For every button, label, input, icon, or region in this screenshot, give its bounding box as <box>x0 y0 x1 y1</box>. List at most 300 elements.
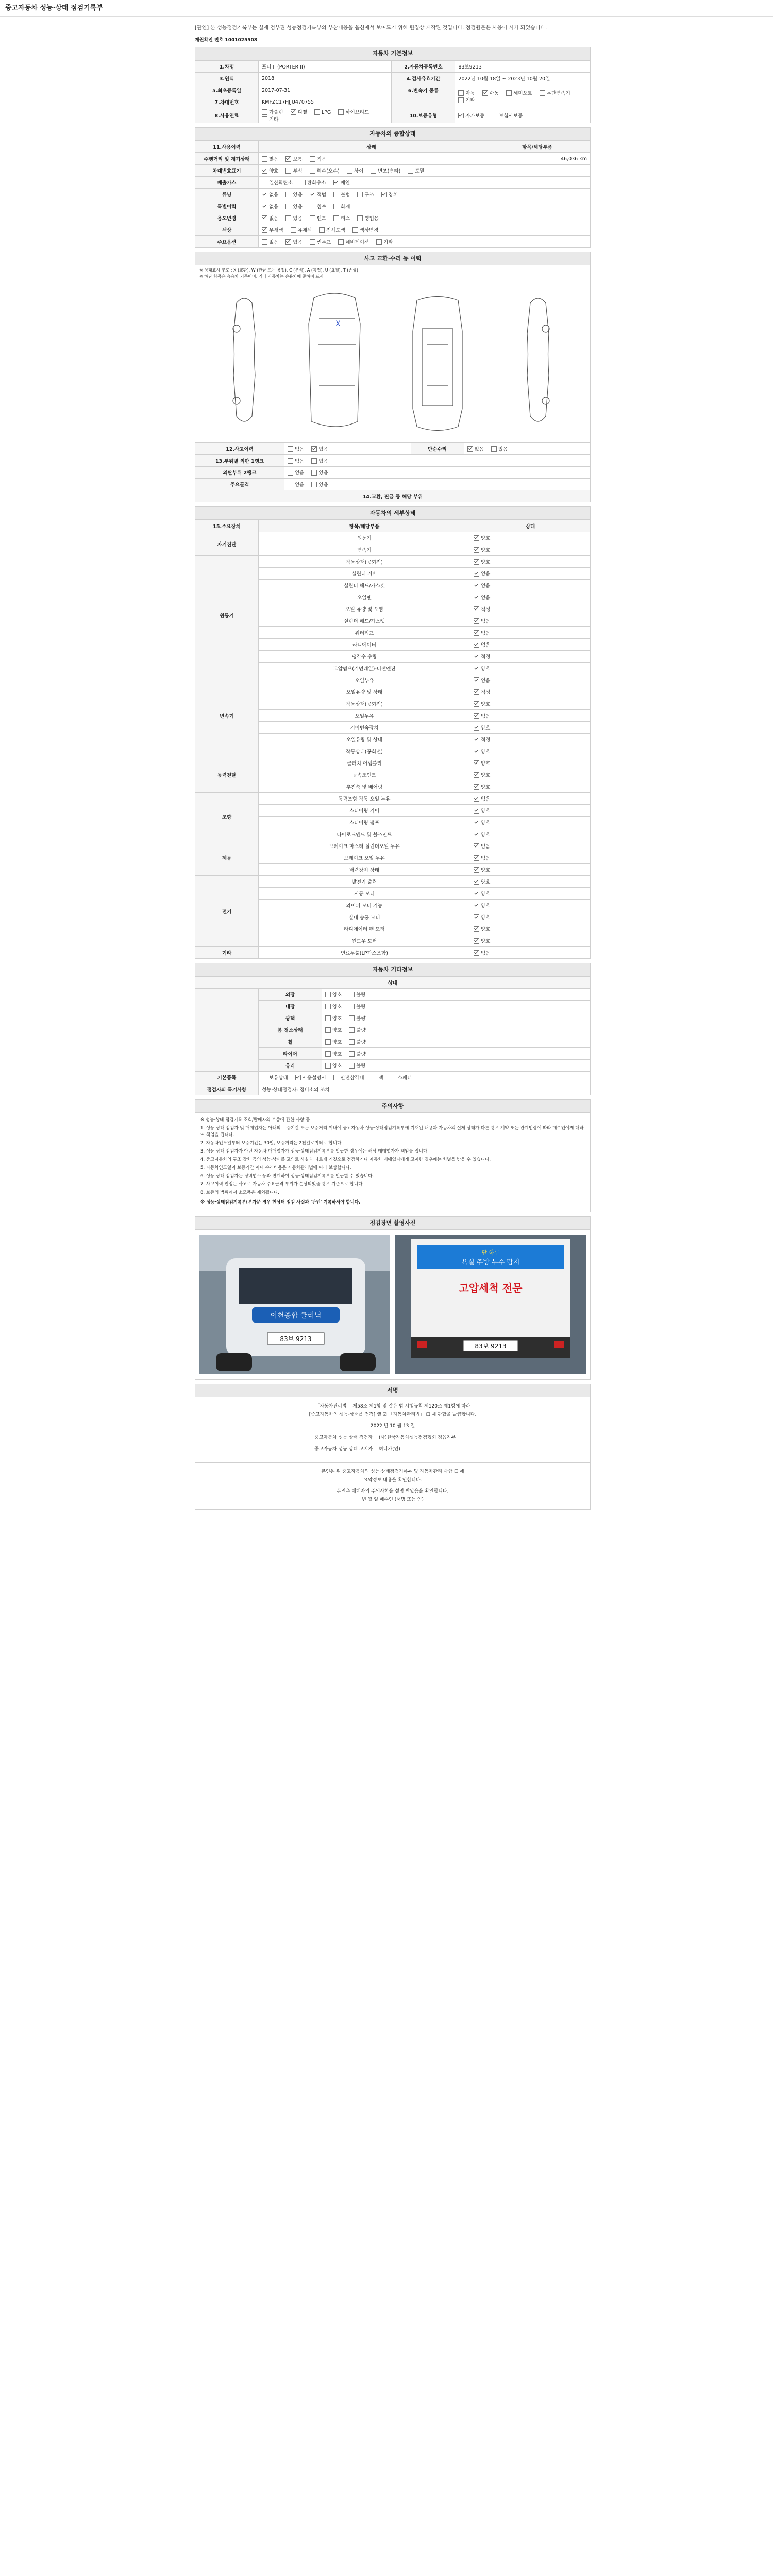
checkbox-icon <box>310 215 315 221</box>
general-option[interactable]: 네비게이션 <box>338 240 369 245</box>
checkbox-icon <box>319 227 325 233</box>
checkbox-icon <box>262 156 267 162</box>
other-option[interactable]: 양호 <box>325 1004 342 1010</box>
accident-legend <box>195 265 591 282</box>
checkbox-icon <box>325 1051 331 1057</box>
other-option[interactable]: 불량 <box>349 1063 365 1069</box>
basic-label: 5.최초등록일 <box>195 84 259 96</box>
details-state <box>470 568 591 580</box>
checkbox-icon <box>291 227 296 233</box>
checkbox-icon <box>262 215 267 221</box>
checkbox-icon <box>285 192 291 197</box>
other-row <box>195 1083 591 1095</box>
general-option[interactable]: 없음 <box>262 204 278 210</box>
checkbox-icon <box>467 446 473 452</box>
general-option[interactable]: 유채색 <box>291 228 312 233</box>
accident-option[interactable]: 없음 <box>288 459 304 464</box>
details-header: 자동차의 세부상태 <box>195 506 591 520</box>
details-option[interactable]: 양호 <box>474 666 490 672</box>
accident-option[interactable]: 없음 <box>288 447 304 452</box>
fuel-option[interactable]: LPG <box>314 110 331 115</box>
checkbox-icon <box>288 482 293 487</box>
accident-option[interactable]: 있음 <box>491 447 508 452</box>
details-table <box>195 520 591 959</box>
checkbox-icon <box>349 1004 355 1009</box>
details-item: 실린더 헤드/가스켓 <box>259 615 470 627</box>
details-state <box>470 828 591 840</box>
checkbox-icon <box>285 239 291 245</box>
checkbox-icon <box>338 239 344 245</box>
checkbox-icon <box>349 1039 355 1045</box>
details-option[interactable]: 없음 <box>474 619 490 624</box>
details-option[interactable]: 없음 <box>474 951 490 956</box>
details-item: 오일팬 <box>259 591 470 603</box>
details-item: 실린더 커버 <box>259 568 470 580</box>
photos-header: 점검장면 촬영사진 <box>195 1216 591 1230</box>
other-option[interactable]: 양호 <box>325 1028 342 1033</box>
general-label: 배출가스 <box>195 177 259 189</box>
other-option[interactable]: 양호 <box>325 1040 342 1045</box>
checkbox-icon <box>506 90 512 96</box>
warranty-option[interactable]: 자가보증 <box>458 113 484 119</box>
general-option[interactable]: 전체도색 <box>319 228 345 233</box>
general-option[interactable]: 침수 <box>310 204 326 210</box>
details-group: 변속기 <box>195 674 259 757</box>
details-option[interactable]: 양호 <box>474 879 490 885</box>
checkbox-icon <box>285 215 291 221</box>
checkbox-icon <box>349 1051 355 1057</box>
details-state <box>470 888 591 900</box>
details-state <box>470 923 591 935</box>
accident-option[interactable]: 있음 <box>311 447 328 452</box>
details-option[interactable]: 양호 <box>474 761 490 767</box>
checkbox-icon <box>288 458 293 464</box>
checkbox-icon <box>349 992 355 997</box>
checkbox-icon <box>325 992 331 997</box>
other-option[interactable]: 양호 <box>325 1052 342 1057</box>
details-item: 오일누유 <box>259 710 470 722</box>
checkbox-icon <box>391 1075 396 1080</box>
general-option[interactable]: 썬루프 <box>310 240 331 245</box>
general-option[interactable]: 장치 <box>381 192 398 198</box>
details-item: 워터펌프 <box>259 627 470 639</box>
other-option[interactable]: 불량 <box>349 1052 365 1057</box>
general-option[interactable]: 양호 <box>262 168 278 174</box>
details-state <box>470 947 591 959</box>
details-row <box>195 947 591 959</box>
note-line: 6. 성능·상태 점검자는 정비업소 등과 연계하여 성능·상태점검기록부를 발급할 수 있습니다. <box>200 1174 374 1179</box>
other-option[interactable]: 불량 <box>349 1028 365 1033</box>
details-option[interactable]: 양호 <box>474 891 490 897</box>
basic-label: 6.변속기 종류 <box>392 84 455 96</box>
basic-item-option[interactable]: 보유상태 <box>262 1075 288 1081</box>
other-label: 타이어 <box>259 1048 322 1060</box>
details-state <box>470 769 591 781</box>
checkbox-icon <box>474 666 479 671</box>
general-option[interactable]: 있음 <box>285 240 302 245</box>
checkbox-icon <box>310 239 315 245</box>
checkbox-icon <box>352 227 358 233</box>
general-option[interactable]: 있음 <box>285 192 302 198</box>
accident-option[interactable]: 없음 <box>467 447 484 452</box>
details-option[interactable]: 적정 <box>474 690 490 696</box>
accident-label: 단순수리 <box>411 443 464 455</box>
details-item: 작동상태(공회전) <box>259 698 470 710</box>
details-item: 오일유량 및 상태 <box>259 734 470 745</box>
inspection-photos <box>195 1230 590 1379</box>
general-option[interactable]: 변조(변타) <box>371 168 400 174</box>
other-option[interactable]: 양호 <box>325 1063 342 1069</box>
checkbox-icon <box>333 215 339 221</box>
details-state <box>470 627 591 639</box>
general-option[interactable]: 없음 <box>262 192 278 198</box>
general-option[interactable]: 화재 <box>333 204 350 210</box>
checkbox-icon <box>262 109 267 115</box>
details-state <box>470 710 591 722</box>
details-state <box>470 793 591 805</box>
checkbox-icon <box>474 713 479 719</box>
basic-info-header: 자동차 기본정보 <box>195 47 591 60</box>
transmission-option[interactable]: 자동 <box>458 91 475 96</box>
other-option[interactable]: 양호 <box>325 1016 342 1022</box>
details-option[interactable]: 양호 <box>474 560 490 565</box>
rear-sign-top: 단 하루 <box>481 1249 500 1256</box>
checkbox-icon <box>310 192 315 197</box>
details-option[interactable]: 양호 <box>474 820 490 826</box>
other-row <box>195 989 591 1001</box>
details-item: 작동상태(공회전) <box>259 556 470 568</box>
other-label: 휠 <box>259 1036 322 1048</box>
details-item: 와이퍼 모터 기능 <box>259 900 470 911</box>
other-option[interactable]: 불량 <box>349 1004 365 1010</box>
general-col-header: 상태 <box>259 141 484 153</box>
general-option[interactable]: 없음 <box>262 240 278 245</box>
accident-option[interactable]: 있음 <box>311 459 328 464</box>
other-option[interactable]: 불량 <box>349 1016 365 1022</box>
checkbox-icon <box>474 820 479 825</box>
basic-label: 10.보증유형 <box>392 108 455 123</box>
checkbox-icon <box>458 97 464 103</box>
checkbox-icon <box>474 950 479 956</box>
checkbox-icon <box>474 689 479 695</box>
checkbox-icon <box>474 677 479 683</box>
basic-item-option[interactable]: 안전삼각대 <box>333 1075 364 1081</box>
note-line: 5. 자동차인도일이 보증기간 이내 수리비용은 자동차관리법에 따라 보상합니다. <box>200 1165 351 1171</box>
details-option[interactable]: 없음 <box>474 844 490 850</box>
checkbox-icon <box>474 583 479 588</box>
general-label: 색상 <box>195 224 259 236</box>
accident-option[interactable]: 없음 <box>288 482 304 488</box>
note-line: 4. 중고자동차의 구조·장치 등의 성능·상태를 고의로 사실과 다르게 거짓으로 점검하거나 자동차 매매업자에게 고지한 경우에는 처벌을 받을 수 있습니다. <box>200 1157 491 1162</box>
basic-row <box>195 73 591 84</box>
general-option[interactable]: 도말 <box>408 168 424 174</box>
details-state <box>470 757 591 769</box>
general-option[interactable]: 부식 <box>285 168 302 174</box>
details-state <box>470 580 591 591</box>
general-label: 주행거리 및 계기상태 <box>195 153 259 165</box>
details-state <box>470 864 591 876</box>
checkbox-icon <box>474 867 479 873</box>
general-option[interactable]: 탄화수소 <box>300 180 326 186</box>
checkbox-icon <box>474 654 479 659</box>
van-sign-text: 이천종합 클리닉 <box>270 1312 322 1320</box>
checkbox-icon <box>262 239 267 245</box>
general-option[interactable]: 상이 <box>347 168 363 174</box>
general-option[interactable]: 구조 <box>357 192 374 198</box>
note-line: ※ 성능·상태 점검기록 조회/판매자의 보증에 관한 사항 등 <box>200 1117 310 1123</box>
details-option[interactable]: 양호 <box>474 868 490 873</box>
details-option[interactable]: 없음 <box>474 678 490 684</box>
details-col-header: 상태 <box>470 520 591 532</box>
accident-option[interactable]: 있음 <box>311 470 328 476</box>
general-option[interactable]: 훼손(오손) <box>310 168 340 174</box>
general-option[interactable]: 렌트 <box>310 216 326 222</box>
warranty-options <box>455 108 591 123</box>
other-label: 광택 <box>259 1012 322 1024</box>
checkbox-icon <box>310 156 315 162</box>
transmission-option[interactable]: 무단변속기 <box>540 91 570 96</box>
front-plate: 83보 9213 <box>280 1335 312 1343</box>
details-state <box>470 722 591 734</box>
checkbox-icon <box>288 446 293 452</box>
other-option[interactable]: 불량 <box>349 1040 365 1045</box>
details-state <box>470 639 591 651</box>
checkbox-icon <box>371 168 376 174</box>
sign-date: 2022 년 10 월 13 일 <box>370 1423 415 1429</box>
details-item: 오일 유량 및 오염 <box>259 603 470 615</box>
details-row <box>195 532 591 544</box>
fuel-option[interactable]: 기타 <box>262 117 278 123</box>
accident-option[interactable]: 있음 <box>311 482 328 488</box>
details-state <box>470 817 591 828</box>
fuel-options <box>259 108 392 123</box>
general-label: 용도변경 <box>195 212 259 224</box>
details-option[interactable]: 양호 <box>474 832 490 838</box>
details-option[interactable]: 적정 <box>474 737 490 743</box>
details-group: 조향 <box>195 793 259 840</box>
details-option[interactable]: 적정 <box>474 607 490 613</box>
details-option[interactable]: 양호 <box>474 536 490 541</box>
checkbox-icon <box>474 926 479 932</box>
details-state <box>470 698 591 710</box>
general-option[interactable]: 있음 <box>285 204 302 210</box>
details-state <box>470 603 591 615</box>
details-option[interactable]: 적정 <box>474 654 490 660</box>
details-option[interactable]: 없음 <box>474 714 490 719</box>
details-option[interactable]: 없음 <box>474 583 490 589</box>
checkbox-icon <box>408 168 413 174</box>
checkbox-icon <box>262 116 267 122</box>
general-row <box>195 236 591 248</box>
opinion-value: 성능·상태점검자: 정비소의 조치 <box>259 1083 591 1095</box>
details-item: 고압펌프(커먼레일)-디젤엔진 <box>259 663 470 674</box>
basic-value: KMFZC17HJJU470755 <box>259 96 392 108</box>
checkbox-icon <box>474 891 479 896</box>
fuel-option[interactable]: 하이브리드 <box>338 110 369 115</box>
other-label: 기본품목 <box>195 1072 259 1083</box>
checkbox-icon <box>311 446 317 452</box>
details-option[interactable]: 양호 <box>474 785 490 790</box>
record-number: 제원확인 번호 1001025508 <box>195 38 258 43</box>
checkbox-icon <box>474 903 479 908</box>
other-label: 내장 <box>259 1001 322 1012</box>
legend-line-1: ※ 상태표시 부호 : X (교환), W (판금 또는 용접), C (부식), A (흠집), U (요철), T (손상) <box>199 268 359 273</box>
signature-header: 서명 <box>195 1384 591 1397</box>
inspector-value: (사)한국자동차성능점검협회 정읍지부 <box>379 1435 456 1440</box>
basic-label: 7.차대번호 <box>195 96 259 108</box>
basic-label: 1.차명 <box>195 61 259 73</box>
checkbox-icon <box>333 180 339 185</box>
sign-parties <box>258 1432 527 1455</box>
details-option[interactable]: 양호 <box>474 725 490 731</box>
checkbox-icon <box>310 204 315 209</box>
details-state <box>470 591 591 603</box>
checkbox-icon <box>474 879 479 885</box>
other-info-header: 자동차 기타정보 <box>195 963 591 976</box>
details-col-header: 항목/해당부품 <box>259 520 470 532</box>
checkbox-icon <box>474 547 479 553</box>
checkbox-icon <box>491 446 497 452</box>
details-option[interactable]: 양호 <box>474 915 490 921</box>
checkbox-icon <box>311 458 317 464</box>
details-option[interactable]: 없음 <box>474 571 490 577</box>
details-state <box>470 935 591 947</box>
general-option[interactable]: 적법 <box>310 192 326 198</box>
checkbox-icon <box>474 642 479 648</box>
details-group: 원동기 <box>195 556 259 674</box>
general-row <box>195 212 591 224</box>
general-option[interactable]: 기타 <box>376 240 393 245</box>
general-option[interactable]: 불법 <box>333 192 350 198</box>
details-state <box>470 900 591 911</box>
other-option[interactable]: 불량 <box>349 992 365 998</box>
details-item: 실린더 헤드/가스켓 <box>259 580 470 591</box>
frame-header: 14.교환, 판금 등 해당 부위 <box>195 490 591 502</box>
details-item: 스티어링 펌프 <box>259 817 470 828</box>
details-group: 동력전달 <box>195 757 259 793</box>
general-option[interactable]: 리스 <box>333 216 350 222</box>
checkbox-icon <box>458 113 464 118</box>
basic-item-option[interactable]: 스패너 <box>391 1075 412 1081</box>
general-option[interactable]: 색상변경 <box>352 228 379 233</box>
details-option[interactable]: 양호 <box>474 773 490 778</box>
checkbox-icon <box>474 725 479 731</box>
mileage-option[interactable]: 보통 <box>285 157 302 162</box>
basic-label: 3.연식 <box>195 73 259 84</box>
checkbox-icon <box>291 109 296 115</box>
basic-value: 83보9213 <box>455 61 591 73</box>
note-line: 1. 성능·상태 점검자 및 매매업자는 아래의 보증기간 또는 보증거리 이내에 중고자동차 성능·상태점검기록부에 기재된 내용과 자동차의 실제 상태가 다른 경우 계약 또는 관계법령에 따라 매수인에게 대하여 책임을 집니다. <box>200 1126 584 1138</box>
checkbox-icon <box>311 482 317 487</box>
general-option[interactable]: 일산화탄소 <box>262 180 293 186</box>
details-state <box>470 615 591 627</box>
details-item: 발전기 출력 <box>259 876 470 888</box>
details-item: 기어변속장치 <box>259 722 470 734</box>
checkbox-icon <box>262 204 267 209</box>
fuel-option[interactable]: 디젤 <box>291 110 307 115</box>
basic-item-option[interactable]: 잭 <box>372 1075 383 1081</box>
details-option[interactable]: 양호 <box>474 548 490 553</box>
checkbox-icon <box>262 227 267 233</box>
details-option[interactable]: 양호 <box>474 702 490 707</box>
general-option[interactable]: 있음 <box>285 216 302 222</box>
general-option[interactable]: 매연 <box>333 180 350 186</box>
note-line: 7. 사고이력 인정은 사고로 자동차 주요골격 부위가 손상되었을 경우 기준으로 합니다. <box>200 1182 364 1187</box>
general-option[interactable]: 없음 <box>262 216 278 222</box>
general-state-header: 자동차의 종합상태 <box>195 127 591 141</box>
rear-sign-mid: 욕실 주방 누수 탐지 <box>461 1259 520 1266</box>
general-row <box>195 153 591 165</box>
transmission-option[interactable]: 기타 <box>458 98 475 104</box>
details-option[interactable]: 양호 <box>474 749 490 755</box>
details-state <box>470 556 591 568</box>
details-item: 브레이크 마스터 실린더오일 누유 <box>259 840 470 852</box>
rear-plate: 83보 9213 <box>475 1343 507 1350</box>
details-option[interactable]: 없음 <box>474 642 490 648</box>
checkbox-icon <box>325 1027 331 1033</box>
details-option[interactable]: 없음 <box>474 856 490 861</box>
transmission-option[interactable]: 수동 <box>482 91 499 96</box>
checkbox-icon <box>474 760 479 766</box>
checkbox-icon <box>482 90 488 96</box>
details-state <box>470 781 591 793</box>
buyer-confirm-block <box>195 1463 591 1510</box>
frame-header-row <box>195 490 591 502</box>
transmission-option[interactable]: 세미오토 <box>506 91 532 96</box>
accident-row <box>195 479 591 490</box>
details-state <box>470 532 591 544</box>
details-option[interactable]: 양호 <box>474 903 490 909</box>
basic-row <box>195 61 591 73</box>
basic-value: 2022년 10월 18일 ~ 2023년 10월 20일 <box>455 73 591 84</box>
details-option[interactable]: 없음 <box>474 595 490 601</box>
checkbox-icon <box>474 843 479 849</box>
mileage-value: 46,036 km <box>484 153 590 165</box>
general-state-table <box>195 141 591 248</box>
general-option[interactable]: 영업용 <box>357 216 379 222</box>
basic-item-option[interactable]: 사용설명서 <box>295 1075 326 1081</box>
general-head-row <box>195 141 591 153</box>
checkbox-icon <box>474 749 479 754</box>
fuel-option[interactable]: 가솔린 <box>262 110 283 115</box>
details-option[interactable]: 양호 <box>474 939 490 944</box>
accident-option[interactable]: 없음 <box>288 470 304 476</box>
details-col-header: 15.주요장치 <box>195 520 259 532</box>
mileage-option[interactable]: 많음 <box>262 157 278 162</box>
general-option[interactable]: 무채색 <box>262 228 283 233</box>
other-row <box>195 1072 591 1083</box>
details-item: 변속기 <box>259 544 470 556</box>
details-option[interactable]: 양호 <box>474 808 490 814</box>
checkbox-icon <box>311 470 317 476</box>
confirm-line-1: 본인은 위 중고자동차의 성능·상태점검기록부 및 자동차관리 사항 ☐ 에 <box>321 1469 464 1475</box>
details-option[interactable]: 없음 <box>474 796 490 802</box>
general-row <box>195 224 591 236</box>
mileage-option[interactable]: 적음 <box>310 157 326 162</box>
note-line: 8. 보증의 범위에서 소모품은 제외됩니다. <box>200 1190 279 1195</box>
details-option[interactable]: 양호 <box>474 927 490 933</box>
details-item: 원동기 <box>259 532 470 544</box>
checkbox-icon <box>474 618 479 624</box>
accident-table <box>195 443 591 502</box>
other-option[interactable]: 양호 <box>325 992 342 998</box>
warranty-option[interactable]: 보험사보증 <box>492 113 523 119</box>
vehicle-diagram <box>195 282 591 443</box>
details-state <box>470 544 591 556</box>
details-option[interactable]: 없음 <box>474 631 490 636</box>
checkbox-icon <box>492 113 497 118</box>
confirm-line-2: 요약정보 내용을 확인합니다. <box>363 1478 422 1483</box>
